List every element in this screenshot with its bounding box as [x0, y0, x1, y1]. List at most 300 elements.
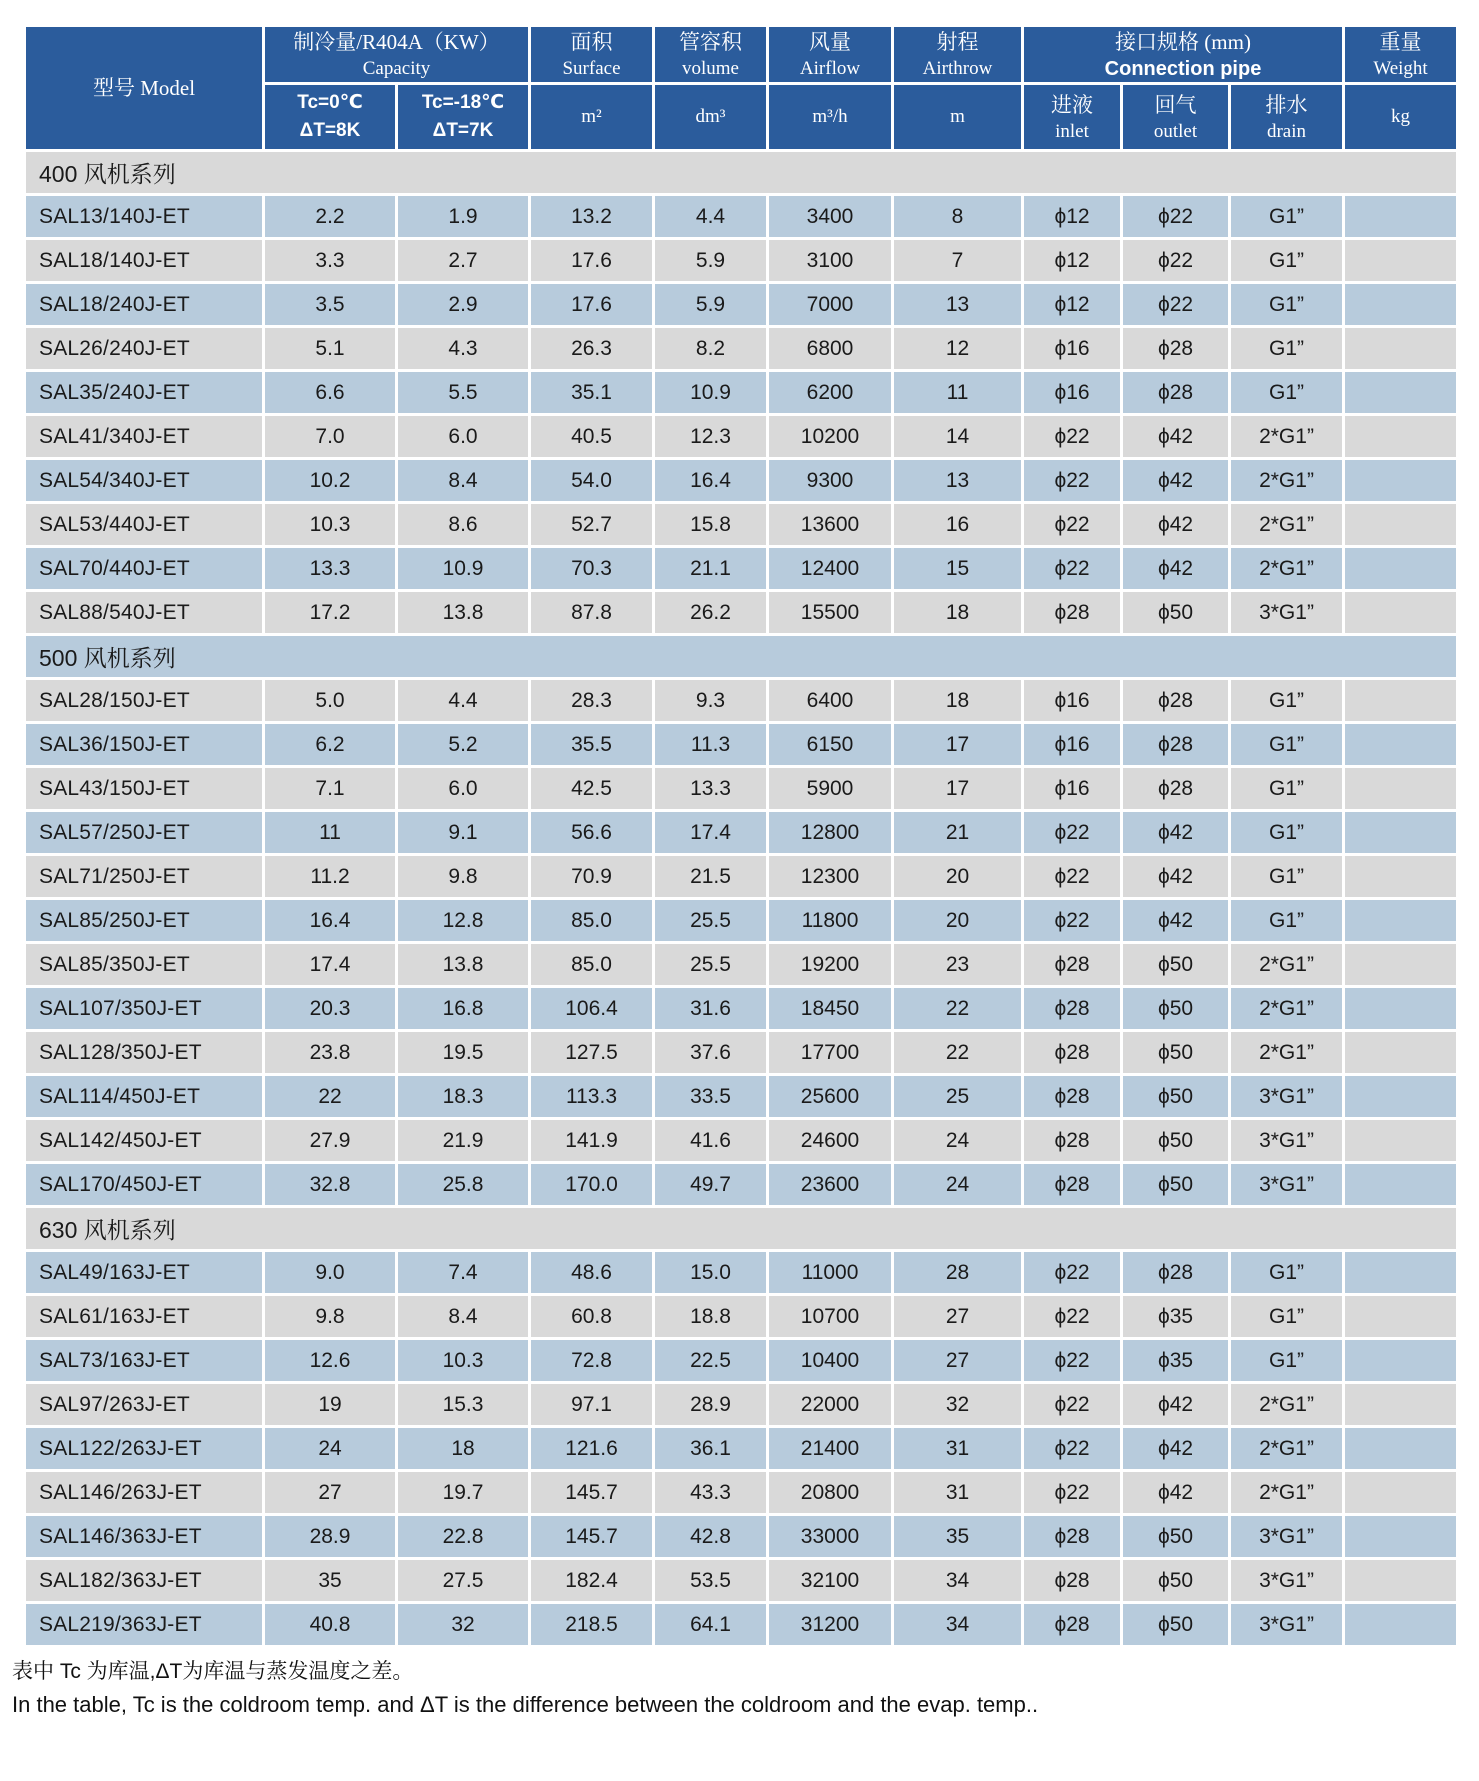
volume-cell: 42.8: [655, 1516, 766, 1557]
surface-cell: 54.0: [531, 460, 652, 501]
surface-cell: 35.5: [531, 724, 652, 765]
table-row: [26, 812, 1456, 853]
table-row: [26, 1076, 1456, 1117]
weight-cell: [1345, 1296, 1456, 1337]
volume-cell: 25.5: [655, 944, 766, 985]
airthrow-cell: 34: [894, 1560, 1021, 1601]
weight-cell: [1345, 592, 1456, 633]
table-header: [26, 27, 1456, 149]
outlet-cell: ϕ28: [1123, 328, 1228, 369]
table-row: [26, 1120, 1456, 1161]
volume-cell: 16.4: [655, 460, 766, 501]
drain-cell: 2*G1”: [1231, 460, 1342, 501]
airthrow-cell: 22: [894, 1032, 1021, 1073]
inlet-cell: ϕ22: [1024, 504, 1120, 545]
table-row: [26, 1516, 1456, 1557]
volume-cell: 33.5: [655, 1076, 766, 1117]
inlet-cell: ϕ28: [1024, 1076, 1120, 1117]
inlet-cell: ϕ16: [1024, 372, 1120, 413]
volume-cell: 11.3: [655, 724, 766, 765]
inlet-cell: ϕ22: [1024, 1472, 1120, 1513]
drain-cell: 3*G1”: [1231, 1604, 1342, 1645]
model-cell: SAL73/163J-ET: [26, 1340, 262, 1381]
table-row: [26, 1604, 1456, 1645]
drain-cell: 2*G1”: [1231, 1472, 1342, 1513]
weight-cell: [1345, 284, 1456, 325]
model-cell: SAL28/150J-ET: [26, 680, 262, 721]
capacity-tc0-cell: 6.6: [265, 372, 395, 413]
drain-label-cn: 排水: [1265, 92, 1308, 117]
spec-table: [23, 24, 1459, 1648]
footnote-line-cn: 表中 Tc 为库温,ΔT为库温与蒸发温度之差。: [12, 1660, 414, 1683]
capacity-tc0-cell: 16.4: [265, 900, 395, 941]
volume-cell: 53.5: [655, 1560, 766, 1601]
outlet-cell: ϕ42: [1123, 1472, 1228, 1513]
airflow-cell: 22000: [769, 1384, 891, 1425]
inlet-cell: ϕ22: [1024, 812, 1120, 853]
airflow-label-en: Airflow: [799, 58, 861, 79]
volume-cell: 49.7: [655, 1164, 766, 1205]
model-cell: SAL57/250J-ET: [26, 812, 262, 853]
volume-cell: 22.5: [655, 1340, 766, 1381]
weight-cell: [1345, 548, 1456, 589]
model-cell: SAL18/140J-ET: [26, 240, 262, 281]
outlet-cell: ϕ42: [1123, 460, 1228, 501]
weight-cell: [1345, 460, 1456, 501]
col-subheader-tc0: [265, 85, 395, 149]
weight-cell: [1345, 328, 1456, 369]
inlet-cell: ϕ16: [1024, 680, 1120, 721]
table-row: [26, 1032, 1456, 1073]
capacity-tc18-cell: 15.3: [398, 1384, 528, 1425]
outlet-cell: ϕ42: [1123, 812, 1228, 853]
drain-cell: G1”: [1231, 768, 1342, 809]
airflow-cell: 10400: [769, 1340, 891, 1381]
table-row: [26, 328, 1456, 369]
model-cell: SAL70/440J-ET: [26, 548, 262, 589]
outlet-cell: ϕ42: [1123, 1384, 1228, 1425]
col-header-airflow: [769, 27, 891, 82]
model-cell: SAL85/350J-ET: [26, 944, 262, 985]
model-cell: SAL26/240J-ET: [26, 328, 262, 369]
surface-cell: 48.6: [531, 1252, 652, 1293]
capacity-tc0-cell: 10.2: [265, 460, 395, 501]
weight-cell: [1345, 988, 1456, 1029]
drain-cell: 2*G1”: [1231, 1384, 1342, 1425]
table-row: [26, 592, 1456, 633]
airthrow-cell: 35: [894, 1516, 1021, 1557]
capacity-tc0-cell: 2.2: [265, 196, 395, 237]
inlet-cell: ϕ28: [1024, 944, 1120, 985]
unit-volume: dm³: [655, 85, 766, 149]
capacity-tc0-cell: 17.2: [265, 592, 395, 633]
capacity-tc0-cell: 19: [265, 1384, 395, 1425]
drain-cell: G1”: [1231, 724, 1342, 765]
capacity-tc18-cell: 9.1: [398, 812, 528, 853]
inlet-label-cn: 进液: [1051, 92, 1093, 117]
outlet-cell: ϕ50: [1123, 1032, 1228, 1073]
airflow-cell: 20800: [769, 1472, 891, 1513]
model-cell: SAL182/363J-ET: [26, 1560, 262, 1601]
surface-label-en: Surface: [562, 58, 621, 79]
volume-cell: 18.8: [655, 1296, 766, 1337]
col-subheader-tc18: [398, 85, 528, 149]
weight-cell: [1345, 768, 1456, 809]
airflow-cell: 6400: [769, 680, 891, 721]
table-body: [26, 152, 1456, 1645]
airthrow-cell: 14: [894, 416, 1021, 457]
airflow-cell: 9300: [769, 460, 891, 501]
col-header-surface: [531, 27, 652, 82]
tc18-line1: Tc=-18℃: [421, 92, 505, 113]
capacity-tc18-cell: 4.3: [398, 328, 528, 369]
capacity-tc0-cell: 9.0: [265, 1252, 395, 1293]
inlet-cell: ϕ22: [1024, 548, 1120, 589]
col-header-model: 型号 Model: [26, 27, 262, 149]
airflow-cell: 5900: [769, 768, 891, 809]
inlet-cell: ϕ28: [1024, 592, 1120, 633]
capacity-tc0-cell: 20.3: [265, 988, 395, 1029]
airflow-cell: 17700: [769, 1032, 891, 1073]
drain-cell: 3*G1”: [1231, 1560, 1342, 1601]
connection-label-en: Connection pipe: [1104, 57, 1262, 80]
weight-cell: [1345, 1252, 1456, 1293]
table-row: [26, 724, 1456, 765]
capacity-tc18-cell: 22.8: [398, 1516, 528, 1557]
surface-cell: 127.5: [531, 1032, 652, 1073]
inlet-cell: ϕ16: [1024, 328, 1120, 369]
table-row: [26, 460, 1456, 501]
airthrow-cell: 20: [894, 856, 1021, 897]
surface-cell: 60.8: [531, 1296, 652, 1337]
surface-cell: 52.7: [531, 504, 652, 545]
drain-cell: G1”: [1231, 856, 1342, 897]
capacity-tc18-cell: 10.3: [398, 1340, 528, 1381]
volume-cell: 9.3: [655, 680, 766, 721]
table-row: [26, 1384, 1456, 1425]
drain-cell: 3*G1”: [1231, 1076, 1342, 1117]
model-cell: SAL122/263J-ET: [26, 1428, 262, 1469]
table-row: [26, 372, 1456, 413]
model-cell: SAL18/240J-ET: [26, 284, 262, 325]
table-row: [26, 1560, 1456, 1601]
weight-cell: [1345, 812, 1456, 853]
drain-label-en: drain: [1266, 120, 1307, 142]
surface-cell: 182.4: [531, 1560, 652, 1601]
model-cell: SAL142/450J-ET: [26, 1120, 262, 1161]
drain-cell: 2*G1”: [1231, 1428, 1342, 1469]
airflow-cell: 25600: [769, 1076, 891, 1117]
airflow-cell: 3400: [769, 196, 891, 237]
col-header-weight: [1345, 27, 1456, 82]
capacity-tc0-cell: 40.8: [265, 1604, 395, 1645]
airthrow-cell: 17: [894, 768, 1021, 809]
table-row: [26, 284, 1456, 325]
weight-cell: [1345, 1076, 1456, 1117]
footnote: [12, 1655, 1038, 1721]
inlet-cell: ϕ28: [1024, 1120, 1120, 1161]
capacity-tc0-cell: 3.5: [265, 284, 395, 325]
weight-cell: [1345, 1340, 1456, 1381]
airthrow-cell: 11: [894, 372, 1021, 413]
surface-cell: 121.6: [531, 1428, 652, 1469]
outlet-cell: ϕ50: [1123, 1120, 1228, 1161]
model-cell: SAL146/263J-ET: [26, 1472, 262, 1513]
table-row: [26, 768, 1456, 809]
capacity-tc18-cell: 8.6: [398, 504, 528, 545]
airflow-cell: 6800: [769, 328, 891, 369]
capacity-tc0-cell: 17.4: [265, 944, 395, 985]
surface-cell: 72.8: [531, 1340, 652, 1381]
surface-cell: 87.8: [531, 592, 652, 633]
inlet-cell: ϕ16: [1024, 768, 1120, 809]
connection-label-cn: 接口规格 (mm): [1115, 29, 1251, 54]
airflow-label-cn: 风量: [809, 30, 851, 54]
airthrow-cell: 8: [894, 196, 1021, 237]
drain-cell: 3*G1”: [1231, 1120, 1342, 1161]
inlet-cell: ϕ28: [1024, 1604, 1120, 1645]
capacity-tc18-cell: 6.0: [398, 768, 528, 809]
table-row: [26, 1472, 1456, 1513]
volume-cell: 17.4: [655, 812, 766, 853]
surface-cell: 145.7: [531, 1516, 652, 1557]
airflow-cell: 33000: [769, 1516, 891, 1557]
capacity-tc0-cell: 5.1: [265, 328, 395, 369]
capacity-tc18-cell: 7.4: [398, 1252, 528, 1293]
table-row: [26, 856, 1456, 897]
weight-cell: [1345, 944, 1456, 985]
outlet-label-cn: 回气: [1154, 92, 1197, 117]
model-cell: SAL43/150J-ET: [26, 768, 262, 809]
airthrow-label-en: Airthrow: [922, 58, 993, 79]
airthrow-cell: 32: [894, 1384, 1021, 1425]
airflow-cell: 21400: [769, 1428, 891, 1469]
surface-cell: 170.0: [531, 1164, 652, 1205]
surface-cell: 17.6: [531, 284, 652, 325]
surface-cell: 113.3: [531, 1076, 652, 1117]
airflow-cell: 23600: [769, 1164, 891, 1205]
volume-cell: 4.4: [655, 196, 766, 237]
tc0-line1: Tc=0℃: [297, 92, 363, 113]
table-row: [26, 680, 1456, 721]
airflow-cell: 6150: [769, 724, 891, 765]
volume-cell: 64.1: [655, 1604, 766, 1645]
inlet-cell: ϕ22: [1024, 1296, 1120, 1337]
volume-cell: 5.9: [655, 240, 766, 281]
model-cell: SAL170/450J-ET: [26, 1164, 262, 1205]
airthrow-cell: 12: [894, 328, 1021, 369]
surface-cell: 17.6: [531, 240, 652, 281]
airflow-cell: 15500: [769, 592, 891, 633]
surface-cell: 56.6: [531, 812, 652, 853]
unit-airflow: m³/h: [769, 85, 891, 149]
model-cell: SAL128/350J-ET: [26, 1032, 262, 1073]
airthrow-cell: 24: [894, 1120, 1021, 1161]
volume-cell: 21.5: [655, 856, 766, 897]
outlet-cell: ϕ50: [1123, 1076, 1228, 1117]
outlet-cell: ϕ50: [1123, 944, 1228, 985]
weight-cell: [1345, 1472, 1456, 1513]
volume-cell: 41.6: [655, 1120, 766, 1161]
col-subheader-outlet: [1123, 85, 1228, 149]
capacity-tc18-cell: 19.7: [398, 1472, 528, 1513]
capacity-tc0-cell: 24: [265, 1428, 395, 1469]
volume-cell: 12.3: [655, 416, 766, 457]
capacity-tc18-cell: 8.4: [398, 460, 528, 501]
surface-cell: 13.2: [531, 196, 652, 237]
drain-cell: 2*G1”: [1231, 504, 1342, 545]
weight-cell: [1345, 724, 1456, 765]
weight-cell: [1345, 1428, 1456, 1469]
outlet-cell: ϕ35: [1123, 1296, 1228, 1337]
capacity-tc18-cell: 2.7: [398, 240, 528, 281]
surface-cell: 40.5: [531, 416, 652, 457]
weight-label-en: Weight: [1373, 58, 1428, 79]
weight-cell: [1345, 1120, 1456, 1161]
airthrow-cell: 21: [894, 812, 1021, 853]
capacity-tc0-cell: 7.1: [265, 768, 395, 809]
airthrow-label-cn: 射程: [936, 30, 979, 54]
weight-cell: [1345, 1032, 1456, 1073]
drain-cell: 3*G1”: [1231, 1164, 1342, 1205]
capacity-tc18-cell: 8.4: [398, 1296, 528, 1337]
inlet-cell: ϕ28: [1024, 1516, 1120, 1557]
inlet-cell: ϕ12: [1024, 240, 1120, 281]
inlet-cell: ϕ16: [1024, 724, 1120, 765]
inlet-cell: ϕ22: [1024, 900, 1120, 941]
model-cell: SAL97/263J-ET: [26, 1384, 262, 1425]
capacity-tc18-cell: 4.4: [398, 680, 528, 721]
airthrow-cell: 27: [894, 1340, 1021, 1381]
drain-cell: 2*G1”: [1231, 944, 1342, 985]
capacity-tc0-cell: 9.8: [265, 1296, 395, 1337]
surface-cell: 42.5: [531, 768, 652, 809]
weight-cell: [1345, 1604, 1456, 1645]
drain-cell: G1”: [1231, 900, 1342, 941]
volume-cell: 8.2: [655, 328, 766, 369]
airthrow-cell: 34: [894, 1604, 1021, 1645]
airthrow-cell: 31: [894, 1472, 1021, 1513]
weight-cell: [1345, 1516, 1456, 1557]
capacity-label-cn: 制冷量/R404A（KW）: [293, 30, 500, 54]
table-row: [26, 1340, 1456, 1381]
outlet-label-en: outlet: [1153, 120, 1198, 142]
airflow-cell: 18450: [769, 988, 891, 1029]
capacity-tc0-cell: 32.8: [265, 1164, 395, 1205]
table-row: [26, 416, 1456, 457]
airflow-cell: 3100: [769, 240, 891, 281]
unit-surface: m²: [531, 85, 652, 149]
inlet-cell: ϕ22: [1024, 1252, 1120, 1293]
drain-cell: G1”: [1231, 1340, 1342, 1381]
airthrow-cell: 15: [894, 548, 1021, 589]
drain-cell: 2*G1”: [1231, 1032, 1342, 1073]
capacity-tc18-cell: 25.8: [398, 1164, 528, 1205]
table-row: [26, 196, 1456, 237]
model-cell: SAL36/150J-ET: [26, 724, 262, 765]
capacity-tc18-cell: 5.2: [398, 724, 528, 765]
airflow-cell: 19200: [769, 944, 891, 985]
volume-cell: 21.1: [655, 548, 766, 589]
volume-cell: 37.6: [655, 1032, 766, 1073]
airthrow-cell: 27: [894, 1296, 1021, 1337]
table-row: [26, 1428, 1456, 1469]
inlet-cell: ϕ28: [1024, 1032, 1120, 1073]
airflow-cell: 10200: [769, 416, 891, 457]
outlet-cell: ϕ22: [1123, 240, 1228, 281]
inlet-cell: ϕ28: [1024, 1560, 1120, 1601]
airthrow-cell: 18: [894, 680, 1021, 721]
capacity-tc18-cell: 10.9: [398, 548, 528, 589]
weight-cell: [1345, 856, 1456, 897]
capacity-tc0-cell: 35: [265, 1560, 395, 1601]
volume-cell: 15.0: [655, 1252, 766, 1293]
drain-cell: G1”: [1231, 284, 1342, 325]
outlet-cell: ϕ22: [1123, 284, 1228, 325]
outlet-cell: ϕ50: [1123, 592, 1228, 633]
weight-cell: [1345, 1384, 1456, 1425]
weight-cell: [1345, 196, 1456, 237]
capacity-tc0-cell: 27.9: [265, 1120, 395, 1161]
tc0-line2: ΔT=8K: [299, 120, 361, 141]
airflow-cell: 12400: [769, 548, 891, 589]
airflow-cell: 11000: [769, 1252, 891, 1293]
inlet-cell: ϕ12: [1024, 284, 1120, 325]
volume-cell: 10.9: [655, 372, 766, 413]
col-subheader-drain: [1231, 85, 1342, 149]
table-row: [26, 1252, 1456, 1293]
volume-label-en: volume: [682, 58, 739, 79]
capacity-tc18-cell: 13.8: [398, 592, 528, 633]
airthrow-cell: 17: [894, 724, 1021, 765]
table-row: [26, 1296, 1456, 1337]
airflow-cell: 6200: [769, 372, 891, 413]
capacity-tc18-cell: 1.9: [398, 196, 528, 237]
capacity-tc18-cell: 19.5: [398, 1032, 528, 1073]
airflow-cell: 11800: [769, 900, 891, 941]
section-row: [26, 636, 1456, 677]
capacity-tc18-cell: 27.5: [398, 1560, 528, 1601]
model-cell: SAL107/350J-ET: [26, 988, 262, 1029]
outlet-cell: ϕ50: [1123, 1516, 1228, 1557]
inlet-cell: ϕ28: [1024, 988, 1120, 1029]
table-row: [26, 504, 1456, 545]
surface-cell: 85.0: [531, 944, 652, 985]
surface-cell: 35.1: [531, 372, 652, 413]
outlet-cell: ϕ35: [1123, 1340, 1228, 1381]
drain-cell: G1”: [1231, 812, 1342, 853]
drain-cell: 2*G1”: [1231, 548, 1342, 589]
drain-cell: 3*G1”: [1231, 1516, 1342, 1557]
surface-cell: 97.1: [531, 1384, 652, 1425]
col-header-airthrow: [894, 27, 1021, 82]
surface-cell: 218.5: [531, 1604, 652, 1645]
volume-cell: 13.3: [655, 768, 766, 809]
capacity-tc18-cell: 21.9: [398, 1120, 528, 1161]
airthrow-cell: 23: [894, 944, 1021, 985]
drain-cell: 3*G1”: [1231, 592, 1342, 633]
section-title: 400 风机系列: [26, 152, 1456, 193]
surface-cell: 106.4: [531, 988, 652, 1029]
unit-airthrow: m: [894, 85, 1021, 149]
capacity-tc0-cell: 5.0: [265, 680, 395, 721]
model-cell: SAL54/340J-ET: [26, 460, 262, 501]
model-cell: SAL41/340J-ET: [26, 416, 262, 457]
drain-cell: 2*G1”: [1231, 416, 1342, 457]
volume-cell: 15.8: [655, 504, 766, 545]
inlet-cell: ϕ22: [1024, 856, 1120, 897]
footnote-line-en: In the table, Tc is the coldroom temp. and ΔT is the difference between the coldroom and the evap. temp..: [12, 1692, 1039, 1717]
